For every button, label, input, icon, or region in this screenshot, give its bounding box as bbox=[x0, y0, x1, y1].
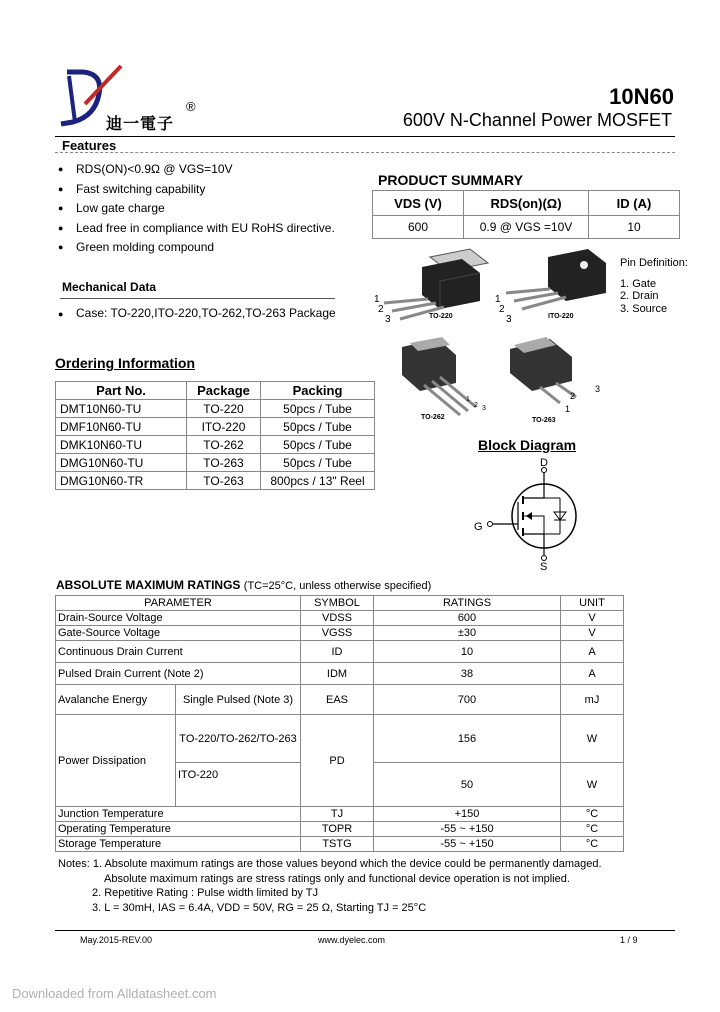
oi-cell: DMF10N60-TU bbox=[56, 418, 187, 436]
pin-number: 2 bbox=[570, 391, 576, 401]
amr-cell: Pulsed Drain Current (Note 2) bbox=[56, 663, 301, 685]
feature-item: ● Lead free in compliance with EU RoHS directive. bbox=[58, 220, 335, 235]
footer-page: 1 / 9 bbox=[620, 935, 638, 945]
amr-cell: Operating Temperature bbox=[56, 822, 301, 837]
amr-cell: Junction Temperature bbox=[56, 807, 301, 822]
amr-cell: TJ bbox=[301, 807, 374, 822]
mechanical-divider bbox=[60, 298, 335, 299]
pin-number: 1 bbox=[466, 396, 470, 403]
source-label: S bbox=[540, 561, 548, 573]
table-row bbox=[56, 454, 375, 472]
amr-header: UNIT bbox=[561, 596, 624, 611]
to263-drawing bbox=[510, 337, 576, 403]
amr-cell: TOPR bbox=[301, 822, 374, 837]
to220-drawing bbox=[384, 249, 488, 319]
ordering-table bbox=[55, 381, 375, 490]
amr-cell: TO-220/TO-262/TO-263 bbox=[176, 715, 301, 763]
oi-cell: 800pcs / 13" Reel bbox=[261, 472, 375, 490]
pin-definition bbox=[620, 257, 688, 315]
amr-cell: -55 ~ +150 bbox=[374, 837, 561, 852]
pin-number: 1 bbox=[495, 294, 501, 305]
pin-number: 3 bbox=[595, 384, 601, 394]
amr-cell: °C bbox=[561, 822, 624, 837]
amr-header: PARAMETER bbox=[56, 596, 301, 611]
oi-header: Packing bbox=[261, 382, 375, 400]
oi-cell: DMG10N60-TR bbox=[56, 472, 187, 490]
table-row bbox=[56, 611, 624, 626]
oi-cell: DMK10N60-TU bbox=[56, 436, 187, 454]
pin-number: 3 bbox=[506, 314, 512, 325]
oi-cell: TO-220 bbox=[187, 400, 261, 418]
amr-cell: A bbox=[561, 663, 624, 685]
amr-condition: (TC=25°C, unless otherwise specified) bbox=[243, 580, 432, 592]
oi-cell: DMG10N60-TU bbox=[56, 454, 187, 472]
amr-cell: W bbox=[561, 715, 624, 763]
features-list bbox=[58, 160, 358, 258]
amr-cell: V bbox=[561, 611, 624, 626]
table-row bbox=[56, 418, 375, 436]
pin-number: 1 bbox=[374, 294, 380, 305]
pin-number: 3 bbox=[385, 314, 391, 325]
pin-number: 2 bbox=[378, 304, 384, 315]
ito220-drawing bbox=[506, 249, 606, 309]
pin-definition-title: Pin Definition: bbox=[620, 257, 688, 269]
ps-header: ID (A) bbox=[589, 191, 680, 216]
mosfet-symbol bbox=[480, 466, 590, 562]
table-row bbox=[56, 685, 624, 715]
product-subtitle: 600V N-Channel Power MOSFET bbox=[402, 110, 672, 130]
pin-number: 2 bbox=[474, 402, 478, 409]
pin-number: 2 bbox=[499, 304, 505, 315]
amr-cell: ID bbox=[301, 641, 374, 663]
block-diagram-title: Block Diagram bbox=[478, 437, 577, 453]
note-line: Notes: 1. Absolute maximum ratings are those values beyond which the device could be permanently damaged. bbox=[58, 858, 602, 870]
table-row bbox=[56, 807, 624, 822]
amr-cell: Single Pulsed (Note 3) bbox=[176, 685, 301, 715]
amr-cell: W bbox=[561, 763, 624, 807]
amr-cell: 38 bbox=[374, 663, 561, 685]
amr-cell: 700 bbox=[374, 685, 561, 715]
pin-item: 2. Drain bbox=[620, 290, 659, 302]
package-drawings bbox=[370, 245, 618, 435]
footer-divider bbox=[55, 930, 675, 931]
amr-heading bbox=[56, 578, 431, 592]
amr-cell: ±30 bbox=[374, 626, 561, 641]
amr-cell: VDSS bbox=[301, 611, 374, 626]
product-summary-table bbox=[372, 190, 680, 239]
package-label: ITO-220 bbox=[548, 313, 574, 320]
table-row bbox=[56, 663, 624, 685]
feature-item: ● Fast switching capability bbox=[58, 181, 206, 196]
amr-cell: Power Dissipation bbox=[56, 715, 176, 807]
table-row bbox=[56, 472, 375, 490]
amr-cell: 10 bbox=[374, 641, 561, 663]
amr-cell: Storage Temperature bbox=[56, 837, 301, 852]
amr-cell: -55 ~ +150 bbox=[374, 822, 561, 837]
amr-cell: IDM bbox=[301, 663, 374, 685]
amr-cell: Avalanche Energy bbox=[56, 685, 176, 715]
oi-cell: TO-263 bbox=[187, 472, 261, 490]
amr-header: SYMBOL bbox=[301, 596, 374, 611]
amr-cell: VGSS bbox=[301, 626, 374, 641]
amr-cell: Gate-Source Voltage bbox=[56, 626, 301, 641]
oi-cell: ITO-220 bbox=[187, 418, 261, 436]
product-summary-title: PRODUCT SUMMARY bbox=[378, 172, 523, 188]
footer-site[interactable]: www.dyelec.com bbox=[318, 935, 386, 945]
pin-number: 1 bbox=[565, 404, 571, 414]
oi-cell: TO-263 bbox=[187, 454, 261, 472]
amr-cell: 600 bbox=[374, 611, 561, 626]
amr-cell: ITO-220 bbox=[176, 763, 301, 807]
table-row bbox=[56, 641, 624, 663]
amr-cell: °C bbox=[561, 807, 624, 822]
mechanical-title: Mechanical Data bbox=[62, 280, 157, 294]
amr-cell: EAS bbox=[301, 685, 374, 715]
table-row bbox=[56, 436, 375, 454]
to262-drawing bbox=[402, 337, 476, 415]
table-row bbox=[56, 626, 624, 641]
ps-header: RDS(on)(Ω) bbox=[464, 191, 589, 216]
oi-header: Part No. bbox=[56, 382, 187, 400]
watermark: Downloaded from Alldatasheet.com bbox=[12, 986, 217, 1001]
registered-mark: ® bbox=[186, 99, 196, 114]
ps-header: VDS (V) bbox=[373, 191, 464, 216]
note-line: 3. L = 30mH, IAS = 6.4A, VDD = 50V, RG = 25 Ω, Starting TJ = 25°C bbox=[92, 901, 427, 914]
package-label: TO-262 bbox=[421, 414, 445, 421]
feature-item: ● Low gate charge bbox=[58, 201, 165, 216]
package-label: TO-263 bbox=[532, 417, 556, 424]
pin-item: 1. Gate bbox=[620, 277, 657, 290]
oi-cell: 50pcs / Tube bbox=[261, 436, 375, 454]
oi-cell: TO-262 bbox=[187, 436, 261, 454]
notes bbox=[58, 857, 602, 915]
table-row bbox=[56, 822, 624, 837]
features-title: Features bbox=[62, 138, 117, 153]
company-name: 迪一電子 bbox=[106, 116, 175, 133]
mechanical-item: ● Case: TO-220,ITO-220,TO-262,TO-263 Package bbox=[58, 306, 336, 320]
pin-item: 3. Source bbox=[620, 302, 668, 315]
pin-number: 3 bbox=[482, 405, 486, 412]
footer-date: May.2015-REV.00 bbox=[80, 935, 153, 945]
table-row bbox=[56, 837, 624, 852]
part-number: 10N60 bbox=[609, 84, 674, 109]
amr-cell: °C bbox=[561, 837, 624, 852]
amr-cell: Continuous Drain Current bbox=[56, 641, 301, 663]
amr-table bbox=[55, 595, 624, 852]
amr-cell: +150 bbox=[374, 807, 561, 822]
oi-cell: 50pcs / Tube bbox=[261, 418, 375, 436]
note-line: Absolute maximum ratings are stress ratings only and functional device operation is not implied. bbox=[104, 872, 570, 885]
amr-title: ABSOLUTE MAXIMUM RATINGS bbox=[56, 578, 241, 592]
ordering-title: Ordering Information bbox=[55, 355, 195, 371]
table-row bbox=[56, 715, 624, 763]
feature-item: ● RDS(ON)<0.9Ω @ VGS=10V bbox=[58, 162, 233, 176]
amr-cell: mJ bbox=[561, 685, 624, 715]
amr-cell: 156 bbox=[374, 715, 561, 763]
ps-cell: 10 bbox=[589, 216, 680, 239]
oi-cell: 50pcs / Tube bbox=[261, 454, 375, 472]
amr-cell: A bbox=[561, 641, 624, 663]
gate-label: G bbox=[474, 521, 483, 533]
oi-header: Package bbox=[187, 382, 261, 400]
oi-cell: 50pcs / Tube bbox=[261, 400, 375, 418]
amr-cell: 50 bbox=[374, 763, 561, 807]
amr-cell: V bbox=[561, 626, 624, 641]
amr-header: RATINGS bbox=[374, 596, 561, 611]
oi-cell: DMT10N60-TU bbox=[56, 400, 187, 418]
drain-label: D bbox=[540, 457, 548, 469]
features-divider bbox=[55, 152, 675, 153]
ps-cell: 600 bbox=[373, 216, 464, 239]
note-line: 2. Repetitive Rating : Pulse width limited by TJ bbox=[92, 887, 319, 899]
header-divider bbox=[55, 136, 675, 137]
amr-cell: Drain-Source Voltage bbox=[56, 611, 301, 626]
ps-cell: 0.9 @ VGS =10V bbox=[464, 216, 589, 239]
package-label: TO-220 bbox=[429, 313, 453, 320]
amr-cell: TSTG bbox=[301, 837, 374, 852]
table-row bbox=[56, 400, 375, 418]
feature-item: ● Green molding compound bbox=[58, 240, 215, 255]
amr-cell: PD bbox=[301, 715, 374, 807]
